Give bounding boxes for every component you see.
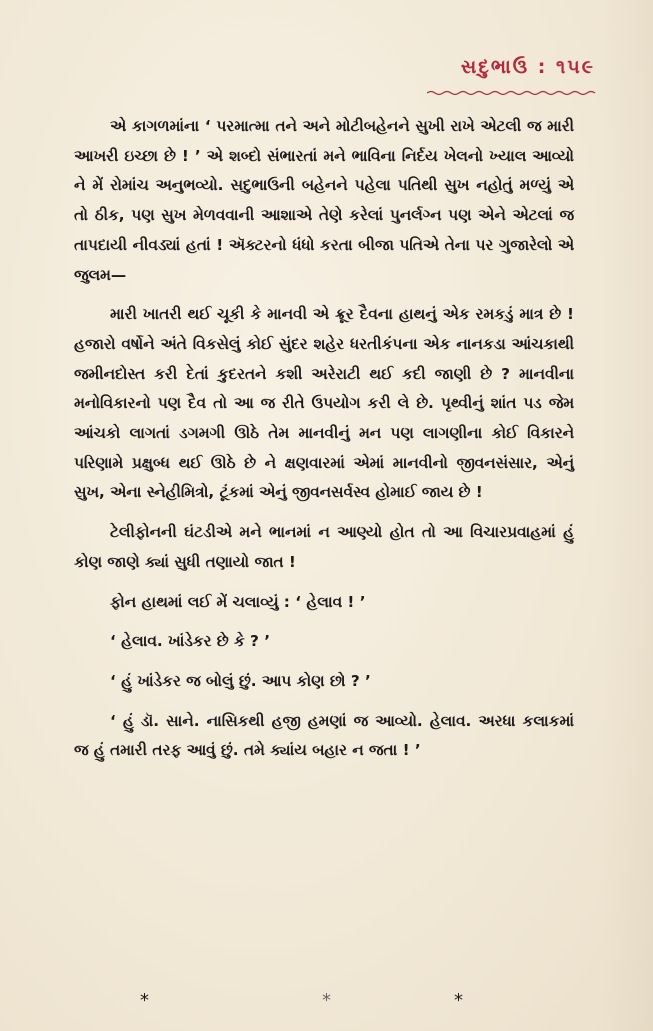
dialog-line-hello: ફોન હાથમાં લઈ મેં ચલાવ્યું : ‘ હેલાવ ! ’ bbox=[110, 592, 366, 611]
page-edge-shadow bbox=[600, 0, 653, 1031]
running-header: સદુભાઉ : ૧૫૯ bbox=[460, 56, 595, 78]
separator-star: * bbox=[140, 990, 149, 1011]
body-text bbox=[74, 112, 574, 776]
header-wavy-rule bbox=[427, 90, 597, 96]
dialog-line-dr-sane: ‘ હું ડૉ. સાને. નાસિકથી હજી હમણાં જ આવ્યો. હેલાવ. અરધા કલાકમાં જ હું તમારી તરફ આવું છું. તમે ક્યાંય બહાર ન જતા ! ’ bbox=[74, 711, 574, 760]
dialog-line-khandekar-query: ‘ હેલાવ. ખાંડેકર છે કે ? ’ bbox=[110, 632, 271, 651]
paragraph-telephone-bell: ટેલીફોનની ઘંટડીએ મને ભાનમાં ન આણ્યો હોત તો આ વિચારપ્રવાહમાં હું કોણ જાણે ક્યાં સુધી તણાયો જાત ! bbox=[74, 523, 574, 571]
paragraph-fate-reflection: મારી ખાતરી થઈ ચૂકી કે માનવી એ ક્રૂર દૈવના હાથનું એક રમકડું માત્ર છે ! હજારો વર્ષોને અંતે વિકસેલું કોઈ સુંદર શહેર ધરતીકંપના એક નાનકડા આંચકાથી જમીનદોસ્ત કરી દેતાં કુદરતને કશી અરેરાટી થઈ કદી જાણી છે ? માનવીના મનોવિકારનો પણ દૈવ તો આ જ રીતે ઉપયોગ કરી લે છે. પૃથ્વીનું શાંત પડ જેમ આંચકો લાગતાં ડગમગી ઊઠે તેમ માનવીનું મન પણ લાગણીના કોઈ વિકારને પરિણામે પ્રક્ષુબ્ધ થઈ ઊઠે છે ને ક્ષણવારમાં એમાં માનવીનો જીવનસંસાર, એનું સુખ, એના સ્નેહીમિત્રો, ટૂંકમાં એનું જીવનસર્વસ્વ હોમાઈ જાય છે ! bbox=[74, 305, 574, 502]
paragraph-letter-reflection: એ કાગળમાંના ‘ પરમાત્મા તને અને મોટીબહેનને સુખી રાખે એટલી જ મારી આખરી ઇચ્છા છે ! ’ એ શબ્દો સંભારતાં મને ભાવિના નિર્દય ખેલનો ખ્યાલ આવ્યો ને મેં રોમાંચ અનુભવ્યો. સદુભાઉની બહેનને પહેલા પતિથી સુખ નહોતું મળ્યું એ તો ઠીક, પણ સુખ મેળવવાની આશાએ તેણે કરેલાં પુનર્લગ્ન પણ એને એટલાં જ તાપદાયી નીવડ્યાં હતાં ! ઍક્ટરનો ધંધો કરતા બીજા પતિએ તેના પર ગુજારેલો એ જુલમ— bbox=[74, 117, 574, 284]
section-separator bbox=[74, 990, 574, 1014]
separator-star: * bbox=[454, 990, 463, 1011]
dialog-line-khandekar-reply: ‘ હું ખાંડેકર જ બોલું છું. આપ કોણ છો ? ’ bbox=[110, 671, 371, 690]
separator-star: * bbox=[322, 990, 331, 1011]
